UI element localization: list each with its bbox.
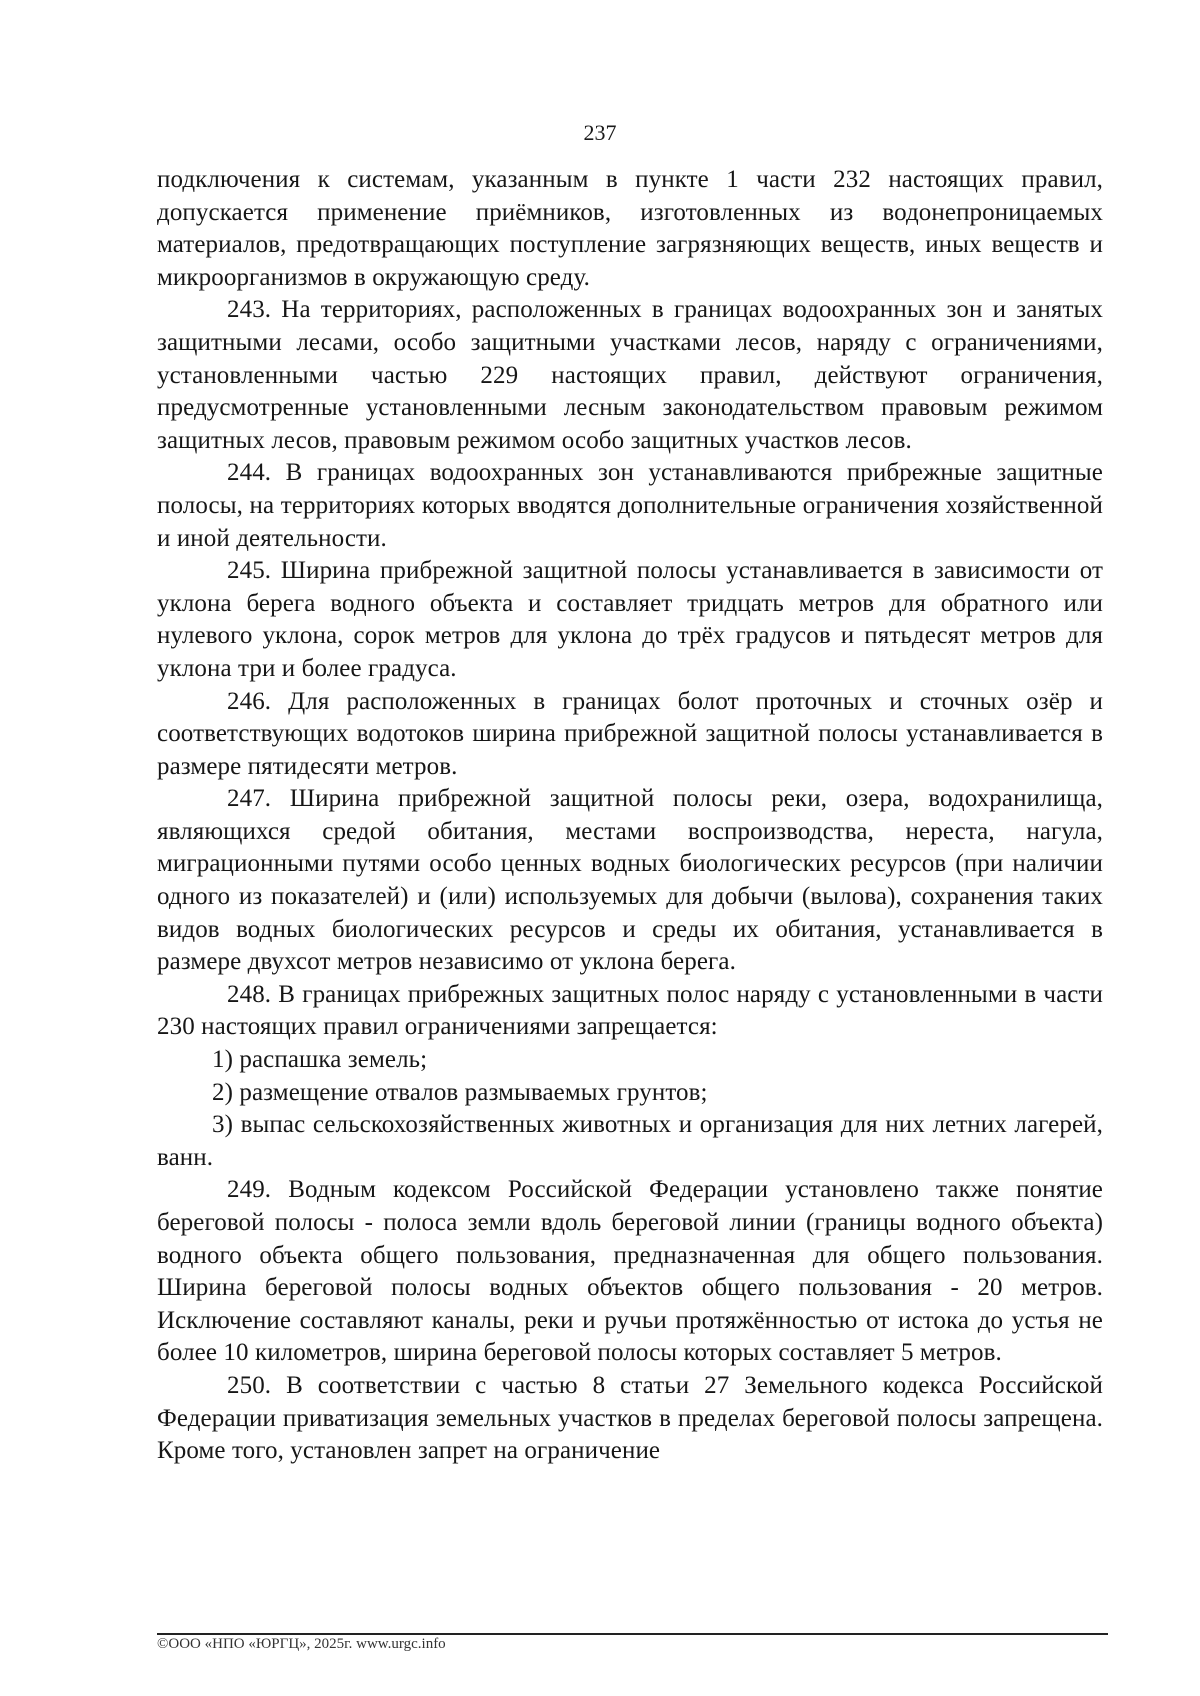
document-body xyxy=(157,164,1103,1468)
paragraph-249: 249. Водным кодексом Российской Федерации установлено также понятие береговой полосы - полоса земли вдоль береговой линии (границы водного объекта) водного объекта общего пользования, предназначенная для общего пользования. Ширина береговой полосы водных объектов общего пользования - 20 метров. Исключение составляют каналы, реки и ручьи протяжённостью от истока до устья не более 10 километров, ширина береговой полосы которых составляет 5 метров. xyxy=(157,1176,1103,1367)
paragraph-243: 243. На территориях, расположенных в границах водоохранных зон и занятых защитными лесами, особо защитными участками лесов, наряду с ограничениями, установленными частью 229 настоящих правил, действуют ограничения, предусмотренные установленными лесным законодательством правовым режимом защитных лесов, правовым режимом особо защитных участков лесов. xyxy=(157,296,1103,454)
paragraph-continuation: подключения к системам, указанным в пункте 1 части 232 настоящих правил, допускается применение приёмников, изготовленных из водонепроницаемых материалов, предотвращающих поступление загрязняющих веществ, иных веществ и микроорганизмов в окружающую среду. xyxy=(157,166,1103,291)
paragraph-248: 248. В границах прибрежных защитных полос наряду с установленными в части 230 настоящих правил ограничениями запрещается: xyxy=(157,980,1103,1041)
footer-divider xyxy=(157,1633,1108,1635)
list-item-1: 1) распашка земель; xyxy=(212,1046,428,1074)
footer-copyright: ©ООО «НПО «ЮРГЦ», 2025г. www.urgc.info xyxy=(157,1636,446,1652)
paragraph-245: 245. Ширина прибрежной защитной полосы устанавливается в зависимости от уклона берега водного объекта и составляет тридцать метров для обратного или нулевого уклона, сорок метров для уклона до трёх градусов и пятьдесят метров для уклона три и более градуса. xyxy=(157,557,1103,682)
page-number: 237 xyxy=(583,120,617,145)
paragraph-250: 250. В соответствии с частью 8 статьи 27 Земельного кодекса Российской Федерации приватизация земельных участков в пределах береговой полосы запрещена. Кроме того, установлен запрет на ограничение xyxy=(157,1371,1103,1465)
paragraph-244: 244. В границах водоохранных зон устанавливаются прибрежные защитные полосы, на территориях которых вводятся дополнительные ограничения хозяйственной и иной деятельности. xyxy=(157,459,1103,552)
paragraph-246: 246. Для расположенных в границах болот проточных и сточных озёр и соответствующих водотоков ширина прибрежной защитной полосы устанавливается в размере пятидесяти метров. xyxy=(157,687,1103,780)
paragraph-247: 247. Ширина прибрежной защитной полосы реки, озера, водохранилища, являющихся средой обитания, местами воспроизводства, нереста, нагула, миграционными путями особо ценных водных биологических ресурсов (при наличии одного из показателей) и (или) используемых для добычи (вылова), сохранения таких видов водных биологических ресурсов и среды их обитания, устанавливается в размере двухсот метров независимо от уклона берега. xyxy=(157,785,1103,976)
list-item-3: 3) выпас сельскохозяйственных животных и организация для них летних лагерей, ванн. xyxy=(157,1111,1103,1171)
list-item-2: 2) размещение отвалов размываемых грунтов; xyxy=(212,1078,708,1106)
